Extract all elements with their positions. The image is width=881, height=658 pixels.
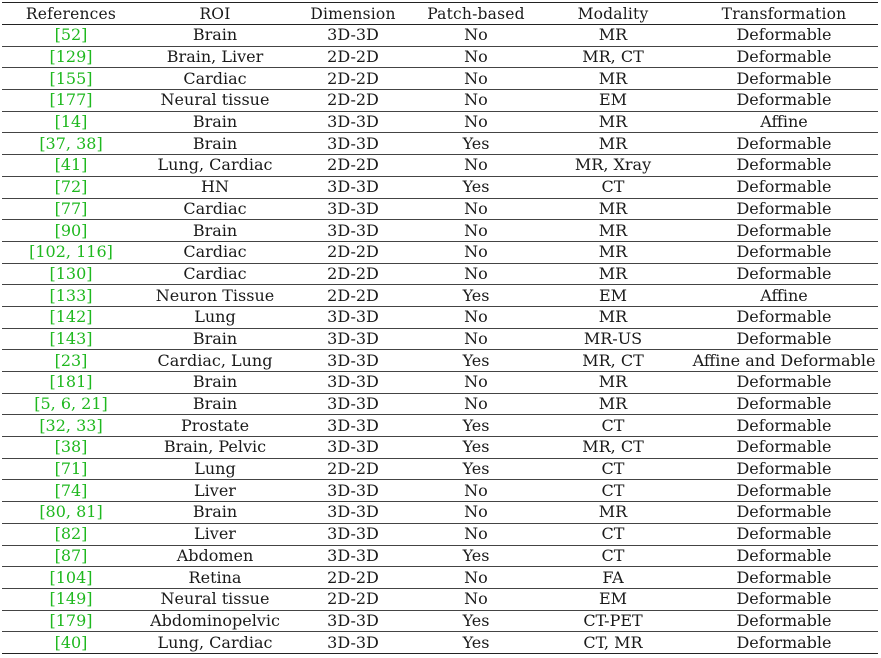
patch-based-cell: No	[416, 241, 536, 263]
dimension-cell: 2D-2D	[290, 567, 416, 589]
patch-based-cell: No	[416, 155, 536, 177]
reference-citation[interactable]: [40]	[2, 632, 140, 654]
roi-cell: Lung	[140, 458, 290, 480]
roi-cell: Brain	[140, 25, 290, 47]
roi-cell: Cardiac	[140, 198, 290, 220]
reference-citation[interactable]: [104]	[2, 567, 140, 589]
table-row	[2, 306, 878, 328]
header-patch-based: Patch-based	[416, 3, 536, 25]
patch-based-cell: No	[416, 480, 536, 502]
roi-cell: Liver	[140, 480, 290, 502]
patch-based-cell: Yes	[416, 458, 536, 480]
dimension-cell: 3D-3D	[290, 545, 416, 567]
transformation-cell: Deformable	[690, 176, 878, 198]
reference-citation[interactable]: [179]	[2, 610, 140, 632]
table-row	[2, 90, 878, 112]
registration-methods-table	[2, 2, 878, 654]
table-row	[2, 263, 878, 285]
modality-cell: CT, MR	[536, 632, 690, 654]
patch-based-cell: Yes	[416, 285, 536, 307]
roi-cell: Lung	[140, 306, 290, 328]
patch-based-cell: No	[416, 372, 536, 394]
table-row	[2, 502, 878, 524]
reference-citation[interactable]: [102, 116]	[2, 241, 140, 263]
transformation-cell: Affine	[690, 111, 878, 133]
dimension-cell: 2D-2D	[290, 458, 416, 480]
roi-cell: Cardiac	[140, 241, 290, 263]
dimension-cell: 2D-2D	[290, 263, 416, 285]
transformation-cell: Deformable	[690, 46, 878, 68]
table-row	[2, 241, 878, 263]
dimension-cell: 3D-3D	[290, 220, 416, 242]
patch-based-cell: No	[416, 90, 536, 112]
modality-cell: MR, CT	[536, 350, 690, 372]
transformation-cell: Deformable	[690, 263, 878, 285]
modality-cell: MR	[536, 393, 690, 415]
roi-cell: Prostate	[140, 415, 290, 437]
patch-based-cell: Yes	[416, 632, 536, 654]
dimension-cell: 2D-2D	[290, 68, 416, 90]
dimension-cell: 2D-2D	[290, 285, 416, 307]
dimension-cell: 3D-3D	[290, 350, 416, 372]
modality-cell: MR	[536, 25, 690, 47]
patch-based-cell: Yes	[416, 176, 536, 198]
reference-citation[interactable]: [72]	[2, 176, 140, 198]
modality-cell: MR	[536, 502, 690, 524]
roi-cell: Lung, Cardiac	[140, 155, 290, 177]
reference-citation[interactable]: [52]	[2, 25, 140, 47]
table-row	[2, 46, 878, 68]
table-row	[2, 588, 878, 610]
modality-cell: MR	[536, 111, 690, 133]
patch-based-cell: No	[416, 523, 536, 545]
table-row	[2, 610, 878, 632]
table-row	[2, 133, 878, 155]
table-row	[2, 25, 878, 47]
roi-cell: Brain	[140, 111, 290, 133]
modality-cell: CT	[536, 523, 690, 545]
roi-cell: Neural tissue	[140, 90, 290, 112]
transformation-cell: Deformable	[690, 393, 878, 415]
table-row	[2, 198, 878, 220]
reference-citation[interactable]: [133]	[2, 285, 140, 307]
transformation-cell: Deformable	[690, 480, 878, 502]
table-row	[2, 176, 878, 198]
patch-based-cell: No	[416, 68, 536, 90]
reference-citation[interactable]: [155]	[2, 68, 140, 90]
reference-citation[interactable]: [38]	[2, 437, 140, 459]
reference-citation[interactable]: [82]	[2, 523, 140, 545]
header-row	[2, 3, 878, 25]
roi-cell: Brain	[140, 372, 290, 394]
patch-based-cell: Yes	[416, 415, 536, 437]
transformation-cell: Deformable	[690, 502, 878, 524]
modality-cell: MR, Xray	[536, 155, 690, 177]
transformation-cell: Deformable	[690, 198, 878, 220]
reference-citation[interactable]: [32, 33]	[2, 415, 140, 437]
roi-cell: Cardiac	[140, 68, 290, 90]
roi-cell: Brain, Liver	[140, 46, 290, 68]
dimension-cell: 3D-3D	[290, 25, 416, 47]
reference-citation[interactable]: [5, 6, 21]	[2, 393, 140, 415]
dimension-cell: 3D-3D	[290, 415, 416, 437]
modality-cell: CT	[536, 176, 690, 198]
modality-cell: MR	[536, 198, 690, 220]
dimension-cell: 3D-3D	[290, 437, 416, 459]
transformation-cell: Affine and Deformable	[690, 350, 878, 372]
modality-cell: MR	[536, 133, 690, 155]
table-row	[2, 285, 878, 307]
modality-cell: MR, CT	[536, 437, 690, 459]
dimension-cell: 3D-3D	[290, 523, 416, 545]
patch-based-cell: No	[416, 46, 536, 68]
patch-based-cell: No	[416, 567, 536, 589]
modality-cell: MR	[536, 68, 690, 90]
modality-cell: CT	[536, 545, 690, 567]
table-row	[2, 350, 878, 372]
dimension-cell: 3D-3D	[290, 198, 416, 220]
roi-cell: Brain	[140, 328, 290, 350]
modality-cell: MR	[536, 220, 690, 242]
roi-cell: Neural tissue	[140, 588, 290, 610]
modality-cell: MR	[536, 372, 690, 394]
header-dimension: Dimension	[290, 3, 416, 25]
reference-citation[interactable]: [90]	[2, 220, 140, 242]
dimension-cell: 2D-2D	[290, 588, 416, 610]
modality-cell: CT	[536, 415, 690, 437]
dimension-cell: 3D-3D	[290, 632, 416, 654]
dimension-cell: 2D-2D	[290, 90, 416, 112]
transformation-cell: Deformable	[690, 610, 878, 632]
dimension-cell: 2D-2D	[290, 155, 416, 177]
table-row	[2, 415, 878, 437]
modality-cell: MR	[536, 241, 690, 263]
roi-cell: Brain	[140, 502, 290, 524]
transformation-cell: Deformable	[690, 588, 878, 610]
patch-based-cell: No	[416, 393, 536, 415]
dimension-cell: 3D-3D	[290, 111, 416, 133]
dimension-cell: 2D-2D	[290, 46, 416, 68]
reference-citation[interactable]: [41]	[2, 155, 140, 177]
reference-citation[interactable]: [177]	[2, 90, 140, 112]
registration-methods-table-container	[2, 2, 878, 654]
transformation-cell: Deformable	[690, 632, 878, 654]
dimension-cell: 3D-3D	[290, 393, 416, 415]
roi-cell: Brain	[140, 133, 290, 155]
table-row	[2, 632, 878, 654]
transformation-cell: Deformable	[690, 458, 878, 480]
roi-cell: Cardiac, Lung	[140, 350, 290, 372]
transformation-cell: Deformable	[690, 220, 878, 242]
reference-citation[interactable]: [14]	[2, 111, 140, 133]
table-row	[2, 523, 878, 545]
reference-citation[interactable]: [87]	[2, 545, 140, 567]
table-row	[2, 393, 878, 415]
transformation-cell: Affine	[690, 285, 878, 307]
header-references: References	[2, 3, 140, 25]
roi-cell: Neuron Tissue	[140, 285, 290, 307]
table-row	[2, 480, 878, 502]
modality-cell: FA	[536, 567, 690, 589]
table-row	[2, 68, 878, 90]
roi-cell: Liver	[140, 523, 290, 545]
table-row	[2, 372, 878, 394]
modality-cell: CT	[536, 458, 690, 480]
reference-citation[interactable]: [181]	[2, 372, 140, 394]
dimension-cell: 2D-2D	[290, 241, 416, 263]
header-transformation: Transformation	[690, 3, 878, 25]
transformation-cell: Deformable	[690, 545, 878, 567]
patch-based-cell: Yes	[416, 610, 536, 632]
patch-based-cell: Yes	[416, 437, 536, 459]
transformation-cell: Deformable	[690, 90, 878, 112]
patch-based-cell: No	[416, 502, 536, 524]
patch-based-cell: Yes	[416, 133, 536, 155]
table-row	[2, 437, 878, 459]
transformation-cell: Deformable	[690, 328, 878, 350]
transformation-cell: Deformable	[690, 133, 878, 155]
table-row	[2, 155, 878, 177]
roi-cell: Cardiac	[140, 263, 290, 285]
roi-cell: Lung, Cardiac	[140, 632, 290, 654]
reference-citation[interactable]: [149]	[2, 588, 140, 610]
table-row	[2, 567, 878, 589]
dimension-cell: 3D-3D	[290, 306, 416, 328]
reference-citation[interactable]: [129]	[2, 46, 140, 68]
modality-cell: MR, CT	[536, 46, 690, 68]
dimension-cell: 3D-3D	[290, 176, 416, 198]
roi-cell: Brain, Pelvic	[140, 437, 290, 459]
transformation-cell: Deformable	[690, 155, 878, 177]
table-body	[2, 25, 878, 654]
transformation-cell: Deformable	[690, 306, 878, 328]
roi-cell: Abdomen	[140, 545, 290, 567]
modality-cell: CT	[536, 480, 690, 502]
transformation-cell: Deformable	[690, 241, 878, 263]
table-row	[2, 220, 878, 242]
transformation-cell: Deformable	[690, 415, 878, 437]
reference-citation[interactable]: [142]	[2, 306, 140, 328]
reference-citation[interactable]: [130]	[2, 263, 140, 285]
reference-citation[interactable]: [37, 38]	[2, 133, 140, 155]
roi-cell: Brain	[140, 220, 290, 242]
reference-citation[interactable]: [77]	[2, 198, 140, 220]
dimension-cell: 3D-3D	[290, 480, 416, 502]
reference-citation[interactable]: [23]	[2, 350, 140, 372]
dimension-cell: 3D-3D	[290, 610, 416, 632]
header-roi: ROI	[140, 3, 290, 25]
patch-based-cell: No	[416, 25, 536, 47]
dimension-cell: 3D-3D	[290, 502, 416, 524]
table-row	[2, 111, 878, 133]
reference-citation[interactable]: [71]	[2, 458, 140, 480]
patch-based-cell: No	[416, 111, 536, 133]
patch-based-cell: No	[416, 263, 536, 285]
transformation-cell: Deformable	[690, 567, 878, 589]
header-modality: Modality	[536, 3, 690, 25]
transformation-cell: Deformable	[690, 68, 878, 90]
roi-cell: Retina	[140, 567, 290, 589]
dimension-cell: 3D-3D	[290, 133, 416, 155]
dimension-cell: 3D-3D	[290, 372, 416, 394]
transformation-cell: Deformable	[690, 372, 878, 394]
patch-based-cell: No	[416, 328, 536, 350]
roi-cell: Abdominopelvic	[140, 610, 290, 632]
patch-based-cell: No	[416, 220, 536, 242]
reference-citation[interactable]: [143]	[2, 328, 140, 350]
modality-cell: MR	[536, 306, 690, 328]
modality-cell: MR-US	[536, 328, 690, 350]
modality-cell: EM	[536, 285, 690, 307]
modality-cell: MR	[536, 263, 690, 285]
patch-based-cell: Yes	[416, 350, 536, 372]
transformation-cell: Deformable	[690, 25, 878, 47]
patch-based-cell: No	[416, 306, 536, 328]
patch-based-cell: No	[416, 588, 536, 610]
table-row	[2, 545, 878, 567]
table-header	[2, 3, 878, 25]
reference-citation[interactable]: [74]	[2, 480, 140, 502]
modality-cell: CT-PET	[536, 610, 690, 632]
roi-cell: HN	[140, 176, 290, 198]
patch-based-cell: Yes	[416, 545, 536, 567]
modality-cell: EM	[536, 90, 690, 112]
reference-citation[interactable]: [80, 81]	[2, 502, 140, 524]
patch-based-cell: No	[416, 198, 536, 220]
roi-cell: Brain	[140, 393, 290, 415]
transformation-cell: Deformable	[690, 523, 878, 545]
dimension-cell: 3D-3D	[290, 328, 416, 350]
table-row	[2, 328, 878, 350]
transformation-cell: Deformable	[690, 437, 878, 459]
table-row	[2, 458, 878, 480]
modality-cell: EM	[536, 588, 690, 610]
